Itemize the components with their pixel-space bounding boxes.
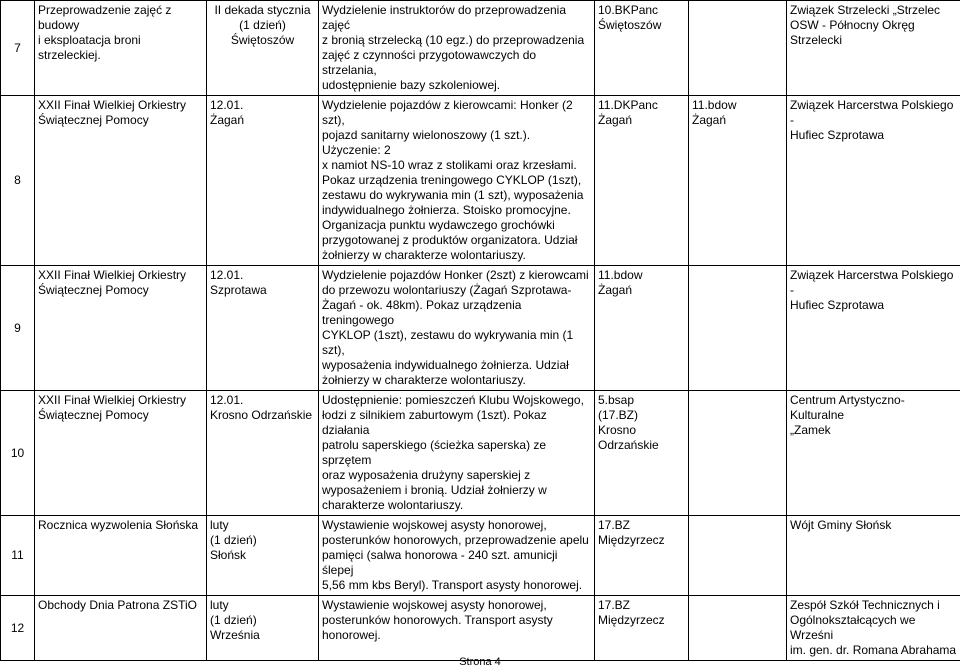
- row-number: 7: [1, 1, 35, 96]
- row-number: 9: [1, 266, 35, 391]
- event-description: Udostępnienie: pomieszczeń Klubu Wojskowego, łodzi z silnikiem zaburtowym (1szt). Pokaz działania patrolu saperskiego (ścieżka saperska) ze sprzętem oraz wyposażenia drużyny saperskiej z wyposażeniem i bronią. Udział żołnierzy w charakterze wolontariuszy.: [319, 391, 595, 516]
- table-row: [1, 596, 960, 661]
- date-place: 12.01. Krosno Odrzańskie: [207, 391, 319, 516]
- event-name: Rocznica wyzwolenia Słońska: [35, 516, 207, 596]
- row-number: 10: [1, 391, 35, 516]
- page-number: Strona 4: [459, 656, 501, 668]
- table-row: [1, 96, 960, 266]
- partner-organization: Wójt Gminy Słońsk: [787, 516, 960, 596]
- event-description: Wydzielenie pojazdów Honker (2szt) z kierowcami do przewozu wolontariuszy (Żagań Szprotawa- Żagań - ok. 48km). Pokaz urządzenia treningowego CYKLOP (1szt), zestawu do wykrywania min (1 szt), wyposażenia indywidualnego żołnierza. Udział żołnierzy w charakterze wolontariuszy.: [319, 266, 595, 391]
- event-name: XXII Finał Wielkiej Orkiestry Świątecznej Pomocy: [35, 96, 207, 266]
- table-row: [1, 516, 960, 596]
- date-place: 12.01. Żagań: [207, 96, 319, 266]
- event-name: XXII Finał Wielkiej Orkiestry Świątecznej Pomocy: [35, 266, 207, 391]
- supporting-unit: 11.bdow Żagań: [689, 96, 787, 266]
- date-place: 12.01. Szprotawa: [207, 266, 319, 391]
- table-row: [1, 1, 960, 96]
- event-name: Przeprowadzenie zajęć z budowy i eksploatacja broni strzeleckiej.: [35, 1, 207, 96]
- event-name: Obchody Dnia Patrona ZSTiO: [35, 596, 207, 661]
- supporting-unit: [689, 266, 787, 391]
- responsible-unit: 10.BKPanc Świętoszów: [595, 1, 689, 96]
- event-description: Wystawienie wojskowej asysty honorowej, posterunków honorowych. Transport asysty honorowej.: [319, 596, 595, 661]
- supporting-unit: [689, 1, 787, 96]
- event-description: Wydzielenie pojazdów z kierowcami: Honker (2 szt), pojazd sanitarny wielonoszowy (1 szt.). Użyczenie: 2 x namiot NS-10 wraz z stolikami oraz krzesłami. Pokaz urządzenia treningowego CYKLOP (1szt), zestawu do wykrywania min (1 szt), wyposażenia indywidualnego żołnierza. Stoisko promocyjne. Organizacja punktu wydawczego grochówki przygotowanej z produktów organizatora. Udział żołnierzy w charakterze wolontariuszy.: [319, 96, 595, 266]
- date-place: luty (1 dzień) Słońsk: [207, 516, 319, 596]
- supporting-unit: [689, 516, 787, 596]
- responsible-unit: 11.bdow Żagań: [595, 266, 689, 391]
- supporting-unit: [689, 391, 787, 516]
- date-place: luty (1 dzień) Września: [207, 596, 319, 661]
- responsible-unit: 17.BZ Międzyrzecz: [595, 596, 689, 661]
- event-description: Wystawienie wojskowej asysty honorowej, posterunków honorowych, przeprowadzenie apelu pamięci (salwa honorowa - 240 szt. amunicji ślepej 5,56 mm kbs Beryl). Transport asysty honorowej.: [319, 516, 595, 596]
- responsible-unit: 17.BZ Międzyrzecz: [595, 516, 689, 596]
- table-row: [1, 391, 960, 516]
- event-description: Wydzielenie instruktorów do przeprowadzenia zajęć z bronią strzelecką (10 egz.) do przeprowadzenia zajęć z czynności przygotowawczych do strzelania, udostępnienie bazy szkoleniowej.: [319, 1, 595, 96]
- page-footer: [0, 656, 960, 669]
- partner-organization: Związek Harcerstwa Polskiego - Hufiec Szprotawa: [787, 266, 960, 391]
- partner-organization: Związek Strzelecki „Strzelec OSW - Północny Okręg Strzelecki: [787, 1, 960, 96]
- partner-organization: Zespół Szkół Technicznych i Ogólnokształcących we Wrześni im. gen. dr. Romana Abrahama: [787, 596, 960, 661]
- partner-organization: Związek Harcerstwa Polskiego - Hufiec Szprotawa: [787, 96, 960, 266]
- partner-organization: Centrum Artystyczno-Kulturalne „Zamek: [787, 391, 960, 516]
- date-place: II dekada stycznia (1 dzień) Świętoszów: [207, 1, 319, 96]
- responsible-unit: 5.bsap (17.BZ) Krosno Odrzańskie: [595, 391, 689, 516]
- row-number: 8: [1, 96, 35, 266]
- row-number: 12: [1, 596, 35, 661]
- row-number: 11: [1, 516, 35, 596]
- responsible-unit: 11.DKPanc Żagań: [595, 96, 689, 266]
- supporting-unit: [689, 596, 787, 661]
- table-row: [1, 266, 960, 391]
- event-name: XXII Finał Wielkiej Orkiestry Świątecznej Pomocy: [35, 391, 207, 516]
